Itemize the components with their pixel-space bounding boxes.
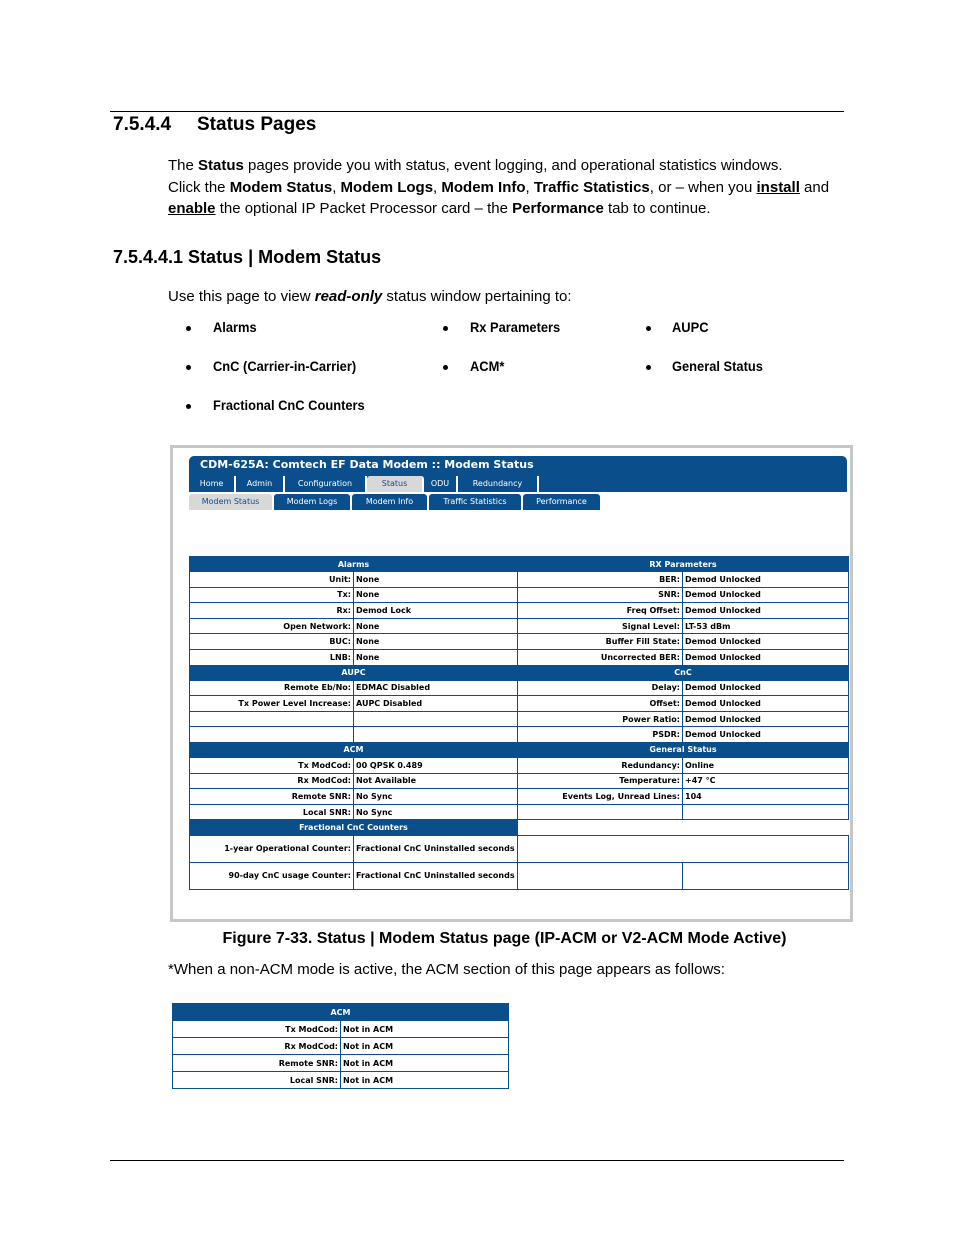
window-title: CDM-625A: Comtech EF Data Modem :: Modem Status: [189, 456, 847, 474]
cell-label: Local SNR:: [173, 1072, 341, 1089]
subtab-modem-info[interactable]: Modem Info: [352, 494, 427, 510]
install-term: install: [756, 178, 800, 196]
subsection-intro: [168, 286, 572, 308]
cell-value: Fractional CnC Uninstalled seconds: [354, 862, 518, 889]
modem-logs-term: Modem Logs: [340, 178, 434, 196]
main-tab-bar: [189, 474, 847, 492]
cell-value: +47 °C: [683, 773, 849, 789]
text: and: [799, 178, 830, 196]
cell-label: Redundancy:: [518, 757, 683, 773]
text: ,: [332, 178, 341, 196]
cell-value: None: [354, 618, 518, 634]
tab-status[interactable]: Status: [367, 476, 424, 492]
empty-cell: [518, 835, 849, 862]
cell-label: 90-day CnC usage Counter:: [190, 862, 354, 889]
enable-term: enable: [168, 200, 216, 217]
bullet-dot: [186, 365, 191, 370]
cell-value: Online: [683, 757, 849, 773]
status-term: Status: [198, 157, 244, 174]
text: Click the: [168, 178, 230, 196]
text: the optional IP Packet Processor card – the: [215, 200, 513, 217]
cell-value: No Sync: [354, 804, 518, 820]
aupc-header: AUPC: [190, 665, 518, 680]
subsection-heading: 7.5.4.4.1 Status | Modem Status: [113, 247, 382, 267]
tab-redundancy[interactable]: Redundancy: [458, 476, 539, 492]
cell-value: No Sync: [354, 789, 518, 805]
cell-label: Signal Level:: [518, 618, 683, 634]
cell-label: Delay:: [518, 680, 683, 696]
text: , or – when you: [649, 178, 757, 196]
top-rule: [110, 111, 844, 112]
modem-status-term: Modem Status: [229, 178, 333, 196]
text: ,: [433, 178, 442, 196]
empty-cell: [518, 820, 849, 836]
cell-value: Demod Unlocked: [683, 727, 849, 743]
cell-value: Demod Unlocked: [683, 680, 849, 696]
cell-value: Demod Unlocked: [683, 603, 849, 619]
performance-term: Performance: [512, 200, 604, 217]
cell-label: Remote SNR:: [173, 1055, 341, 1072]
cell-label: Tx ModCod:: [190, 757, 354, 773]
cell-label: Tx Power Level Increase:: [190, 696, 354, 712]
cell-value: Not in ACM: [341, 1072, 509, 1089]
bullet-item: Rx Parameters: [470, 319, 561, 335]
cell-value: LT-53 dBm: [683, 618, 849, 634]
cell-value: Not in ACM: [341, 1055, 509, 1072]
empty-cell: [518, 862, 683, 889]
cell-value: 00 QPSK 0.489: [354, 757, 518, 773]
cell-label: BUC:: [190, 634, 354, 650]
modem-status-table: [189, 556, 849, 890]
cell-label: Offset:: [518, 696, 683, 712]
cell-label: Buffer Fill State:: [518, 634, 683, 650]
cell-value: 104: [683, 789, 849, 805]
bullet-dot: [646, 326, 651, 331]
fractional-header: Fractional CnC Counters: [190, 820, 518, 836]
bullet-item: Fractional CnC Counters: [213, 397, 365, 413]
cell-label: Rx:: [190, 603, 354, 619]
cell-label: Events Log, Unread Lines:: [518, 789, 683, 805]
bottom-rule: [110, 1160, 844, 1161]
cnc-header: CnC: [518, 665, 849, 680]
cell-value: AUPC Disabled: [354, 696, 518, 712]
section-heading: [113, 114, 316, 136]
cell-label: LNB:: [190, 649, 354, 665]
general-status-header: General Status: [518, 742, 849, 757]
tab-configuration[interactable]: Configuration: [285, 476, 367, 492]
alarms-header: Alarms: [190, 557, 518, 572]
cell-label: SNR:: [518, 587, 683, 603]
cell-label: Freq Offset:: [518, 603, 683, 619]
cell-label: Remote Eb/No:: [190, 680, 354, 696]
cell-value: None: [354, 634, 518, 650]
cell-value: Demod Unlocked: [683, 572, 849, 588]
tab-odu[interactable]: ODU: [424, 476, 458, 492]
empty-cell: [190, 711, 354, 727]
section-title: Status Pages: [197, 114, 317, 135]
acm-header: ACM: [190, 742, 518, 757]
cell-label: Uncorrected BER:: [518, 649, 683, 665]
acm-note: *When a non-ACM mode is active, the ACM section of this page appears as follows:: [168, 961, 725, 978]
acm-alt-table: [172, 1003, 509, 1089]
rx-header: RX Parameters: [518, 557, 849, 572]
tab-admin[interactable]: Admin: [236, 476, 285, 492]
bullet-item: General Status: [672, 358, 763, 374]
cell-value: Fractional CnC Uninstalled seconds: [354, 835, 518, 862]
cell-value: Demod Unlocked: [683, 696, 849, 712]
empty-cell: [190, 727, 354, 743]
empty-cell: [354, 727, 518, 743]
subtab-modem-status[interactable]: Modem Status: [189, 494, 272, 510]
cell-label: Local SNR:: [190, 804, 354, 820]
cell-value: Demod Lock: [354, 603, 518, 619]
cell-value: Not in ACM: [341, 1038, 509, 1055]
cell-value: EDMAC Disabled: [354, 680, 518, 696]
cell-label: Rx ModCod:: [173, 1038, 341, 1055]
bullet-dot: [443, 365, 448, 370]
cell-label: Temperature:: [518, 773, 683, 789]
cell-value: None: [354, 649, 518, 665]
text: pages provide you with status, event logging, and operational statistics windows.: [243, 157, 783, 174]
modem-info-term: Modem Info: [441, 178, 526, 196]
empty-cell: [354, 711, 518, 727]
cell-value: None: [354, 587, 518, 603]
cell-label: 1-year Operational Counter:: [190, 835, 354, 862]
subtab-modem-logs[interactable]: Modem Logs: [274, 494, 350, 510]
subtab-performance[interactable]: Performance: [523, 494, 600, 510]
bullet-dot: [646, 365, 651, 370]
cell-label: Power Ratio:: [518, 711, 683, 727]
cell-value: Not in ACM: [341, 1021, 509, 1038]
read-only-term: read-only: [314, 288, 383, 305]
cell-value: Demod Unlocked: [683, 649, 849, 665]
modem-status-screenshot: [170, 445, 853, 922]
tab-home[interactable]: Home: [189, 476, 236, 492]
empty-cell: [683, 862, 849, 889]
cell-label: Rx ModCod:: [190, 773, 354, 789]
bullet-item: AUPC: [672, 319, 709, 335]
cell-value: Demod Unlocked: [683, 587, 849, 603]
bullet-item: Alarms: [213, 319, 257, 335]
cell-label: Unit:: [190, 572, 354, 588]
empty-cell: [518, 804, 683, 820]
text: tab to continue.: [603, 200, 711, 217]
cell-label: BER:: [518, 572, 683, 588]
figure-caption: Figure 7-33. Status | Modem Status page (IP-ACM or V2-ACM Mode Active): [222, 930, 787, 947]
traffic-statistics-term: Traffic Statistics: [533, 178, 650, 196]
subtab-traffic-statistics[interactable]: Traffic Statistics: [429, 494, 521, 510]
cell-value: None: [354, 572, 518, 588]
acm-alt-header: ACM: [173, 1004, 509, 1021]
bullet-item: ACM*: [470, 358, 505, 374]
cell-label: Remote SNR:: [190, 789, 354, 805]
text: status window pertaining to:: [382, 288, 572, 305]
bullet-dot: [186, 404, 191, 409]
cell-value: Demod Unlocked: [683, 711, 849, 727]
bullet-item: CnC (Carrier-in-Carrier): [213, 358, 357, 374]
text: ,: [525, 178, 534, 196]
cell-value: Not Available: [354, 773, 518, 789]
section-number: 7.5.4.4: [113, 114, 172, 135]
bullet-dot: [186, 326, 191, 331]
cell-label: Open Network:: [190, 618, 354, 634]
cell-label: PSDR:: [518, 727, 683, 743]
empty-cell: [683, 804, 849, 820]
section-paragraph: [168, 155, 829, 220]
cell-label: Tx ModCod:: [173, 1021, 341, 1038]
cell-label: Tx:: [190, 587, 354, 603]
text: The: [168, 157, 199, 174]
cell-value: Demod Unlocked: [683, 634, 849, 650]
text: Use this page to view: [168, 288, 315, 305]
bullet-dot: [443, 326, 448, 331]
